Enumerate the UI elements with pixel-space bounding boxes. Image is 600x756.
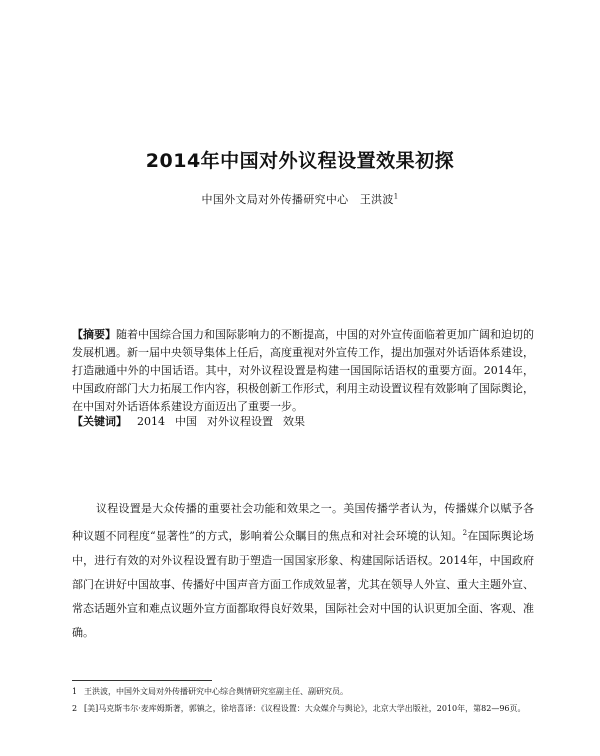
abstract-label: 【摘要】 bbox=[72, 328, 116, 341]
author-affiliation: 中国外文局对外传播研究中心 bbox=[201, 193, 349, 206]
body-text-part2: 在国际舆论场中，进行有效的对外议程设置有助于塑造一国国家形象、构建国际话语权。2014年，中国政府部门在讲好中国故事、传播好中国声音方面工作成效显著，尤其在领导人外宣、重大主题外宣、常态话题外宣和难点议题外宣方面都取得良好效果，国际社会对中国的认识更加全面、客观、准确。 bbox=[72, 529, 535, 639]
abstract-text: 随着中国综合国力和国际影响力的不断提高，中国的对外宣传面临着更加广阔和迫切的发展机遇。新一届中央领导集体上任后，高度重视对外宣传工作，提出加强对外话语体系建设，打造融通中外的中国话语。其中，对外议程设置是构建一国国际话语权的重要方面。2014年，中国政府部门大力拓展工作内容，积极创新工作形式，利用主动设置议程有效影响了国际舆论，在中国对外话语体系建设方面迈出了重要一步。 bbox=[72, 328, 534, 413]
body-paragraph bbox=[72, 497, 534, 645]
footnote-text: [美]马克斯韦尔·麦库姆斯著，郭镇之，徐培喜译：《议程设置：大众媒介与舆论》，北京大学出版社，2010年，第82—96页。 bbox=[84, 704, 526, 713]
author-line bbox=[0, 191, 600, 207]
keywords-label: 【关键词】 bbox=[72, 415, 127, 428]
body-text-part1: 议程设置是大众传播的重要社会功能和效果之一。美国传播学者认为，传播媒介以赋予各种议题不同程度“显著性”的方式，影响着公众瞩目的焦点和对社会环境的认知。 bbox=[72, 502, 534, 543]
footnotes bbox=[72, 685, 534, 719]
keyword: 对外议程设置 bbox=[207, 415, 273, 428]
paper-title: 2014年中国对外议程设置效果初探 bbox=[145, 150, 455, 172]
footnote-number: 1 bbox=[72, 687, 78, 696]
keyword: 中国 bbox=[175, 415, 197, 428]
body-footnote-ref[interactable]: 2 bbox=[462, 529, 468, 537]
footnote-number: 2 bbox=[72, 704, 78, 713]
keyword: 效果 bbox=[283, 415, 305, 428]
footnote-item bbox=[72, 702, 534, 715]
abstract bbox=[72, 326, 534, 416]
footnote-text: 王洪波，中国外文局对外传播研究中心综合舆情研究室副主任、副研究员。 bbox=[84, 687, 348, 696]
keywords bbox=[72, 413, 534, 431]
author-footnote-ref[interactable]: 1 bbox=[393, 192, 399, 201]
author-name: 王洪波 bbox=[359, 193, 394, 206]
footnote-divider bbox=[72, 680, 212, 681]
keyword: 2014 bbox=[137, 415, 165, 428]
footnote-item bbox=[72, 685, 534, 698]
